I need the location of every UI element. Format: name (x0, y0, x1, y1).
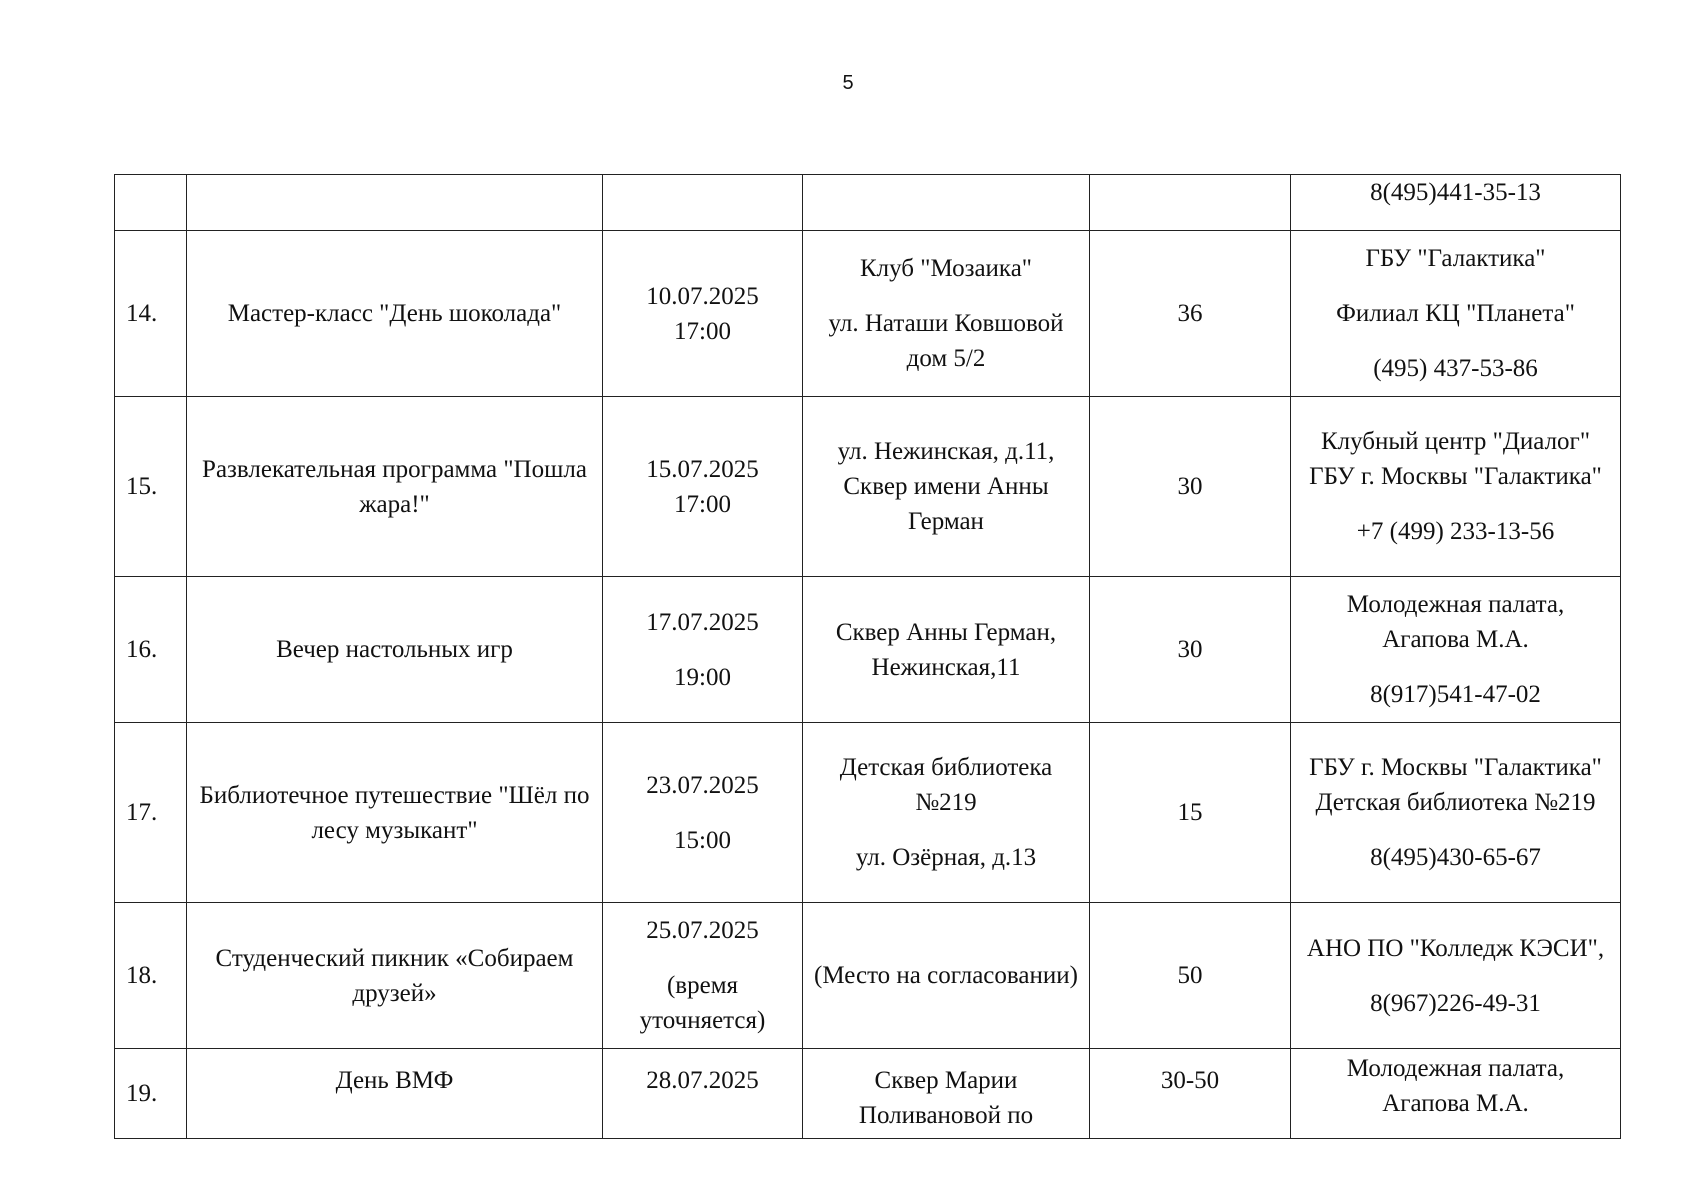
table-row (115, 723, 1621, 903)
organizer-contact (1291, 723, 1621, 903)
event-place (803, 723, 1090, 903)
page-number: 5 (842, 72, 854, 94)
event-name: Развлекательная программа "Пошла жара!" (187, 397, 603, 577)
organizer-name: Молодежная палата, Агапова М.А. (1346, 591, 1565, 653)
row-number: 19. (115, 1049, 187, 1139)
table-row (115, 903, 1621, 1049)
event-date: 10.07.2025 (646, 282, 759, 310)
organizer-phone: +7 (499) 233-13-56 (1356, 518, 1555, 545)
event-datetime (603, 723, 803, 903)
organizer-branch: Филиал КЦ "Планета" (1336, 300, 1575, 327)
event-time: (время уточняется) (639, 972, 766, 1034)
organizer-contact (1291, 1049, 1621, 1139)
place-name: Клуб "Мозаика" (859, 255, 1033, 282)
event-date: 23.07.2025 (646, 771, 759, 799)
table-row (115, 1049, 1621, 1139)
organizer-name: ГБУ г. Москвы "Галактика" Детская библиотека №219 (1309, 754, 1602, 816)
organizer-contact (1291, 577, 1621, 723)
organizer-contact (1291, 175, 1621, 231)
participants-count: 50 (1090, 903, 1291, 1049)
row-number: 17. (115, 723, 187, 903)
organizer-contact (1291, 231, 1621, 397)
participants-count: 30 (1090, 397, 1291, 577)
row-number (115, 175, 187, 231)
event-datetime (603, 231, 803, 397)
row-number: 16. (115, 577, 187, 723)
organizer-phone: 8(967)226-49-31 (1370, 989, 1541, 1017)
event-time: 17:00 (674, 317, 731, 345)
organizer-name: Клубный центр "Диалог" ГБУ г. Москвы "Галактика" (1309, 428, 1602, 490)
event-place: ул. Нежинская, д.11, Сквер имени Анны Герман (803, 397, 1090, 577)
event-datetime (603, 397, 803, 577)
event-name: День ВМФ (187, 1049, 603, 1139)
event-date: 25.07.2025 (646, 917, 759, 944)
event-time: 17:00 (674, 490, 731, 518)
event-place: (Место на согласовании) (803, 903, 1090, 1049)
event-datetime (603, 903, 803, 1049)
place-address: ул. Озёрная, д.13 (855, 844, 1037, 871)
participants-count: 15 (1090, 723, 1291, 903)
event-name: Библиотечное путешествие "Шёл по лесу музыкант" (187, 723, 603, 903)
event-place: Сквер Анны Герман, Нежинская,11 (803, 577, 1090, 723)
place-address: ул. Наташи Ковшовой дом 5/2 (828, 310, 1064, 372)
events-table (114, 174, 1621, 1139)
organizer-contact (1291, 903, 1621, 1049)
table-row (115, 231, 1621, 397)
table-row (115, 577, 1621, 723)
organizer-name: АНО ПО "Колледж КЭСИ", (1306, 934, 1605, 962)
event-name: Студенческий пикник «Собираем друзей» (187, 903, 603, 1049)
event-date: 17.07.2025 (646, 608, 759, 636)
event-date: 28.07.2025 (646, 1067, 759, 1094)
row-number: 14. (115, 231, 187, 397)
organizer-phone: 8(917)541-47-02 (1370, 681, 1541, 708)
place-name: Детская библиотека №219 (839, 754, 1053, 816)
participants-count: 36 (1090, 231, 1291, 397)
event-time: 19:00 (674, 663, 731, 691)
organizer-contact (1291, 397, 1621, 577)
event-date: 15.07.2025 (646, 455, 759, 483)
organizer-phone: (495) 437-53-86 (1373, 355, 1538, 382)
organizer-phone: 8(495)441-35-13 (1370, 179, 1541, 206)
organizer-name: ГБУ "Галактика" (1365, 245, 1546, 272)
event-place: Сквер Марии Поливановой по (803, 1049, 1090, 1139)
event-datetime (603, 175, 803, 231)
participants-count: 30 (1090, 577, 1291, 723)
event-name (187, 175, 603, 231)
table-row (115, 175, 1621, 231)
event-name: Вечер настольных игр (187, 577, 603, 723)
organizer-phone: 8(495)430-65-67 (1370, 844, 1541, 871)
organizer-name: Молодежная палата, Агапова М.А. (1346, 1055, 1565, 1117)
event-place (803, 175, 1090, 231)
event-place (803, 231, 1090, 397)
table-row (115, 397, 1621, 577)
event-name: Мастер-класс "День шоколада" (187, 231, 603, 397)
event-datetime (603, 1049, 803, 1139)
row-number: 15. (115, 397, 187, 577)
event-time: 15:00 (674, 826, 731, 854)
participants-count (1090, 175, 1291, 231)
row-number: 18. (115, 903, 187, 1049)
participants-count: 30-50 (1090, 1049, 1291, 1139)
event-datetime (603, 577, 803, 723)
